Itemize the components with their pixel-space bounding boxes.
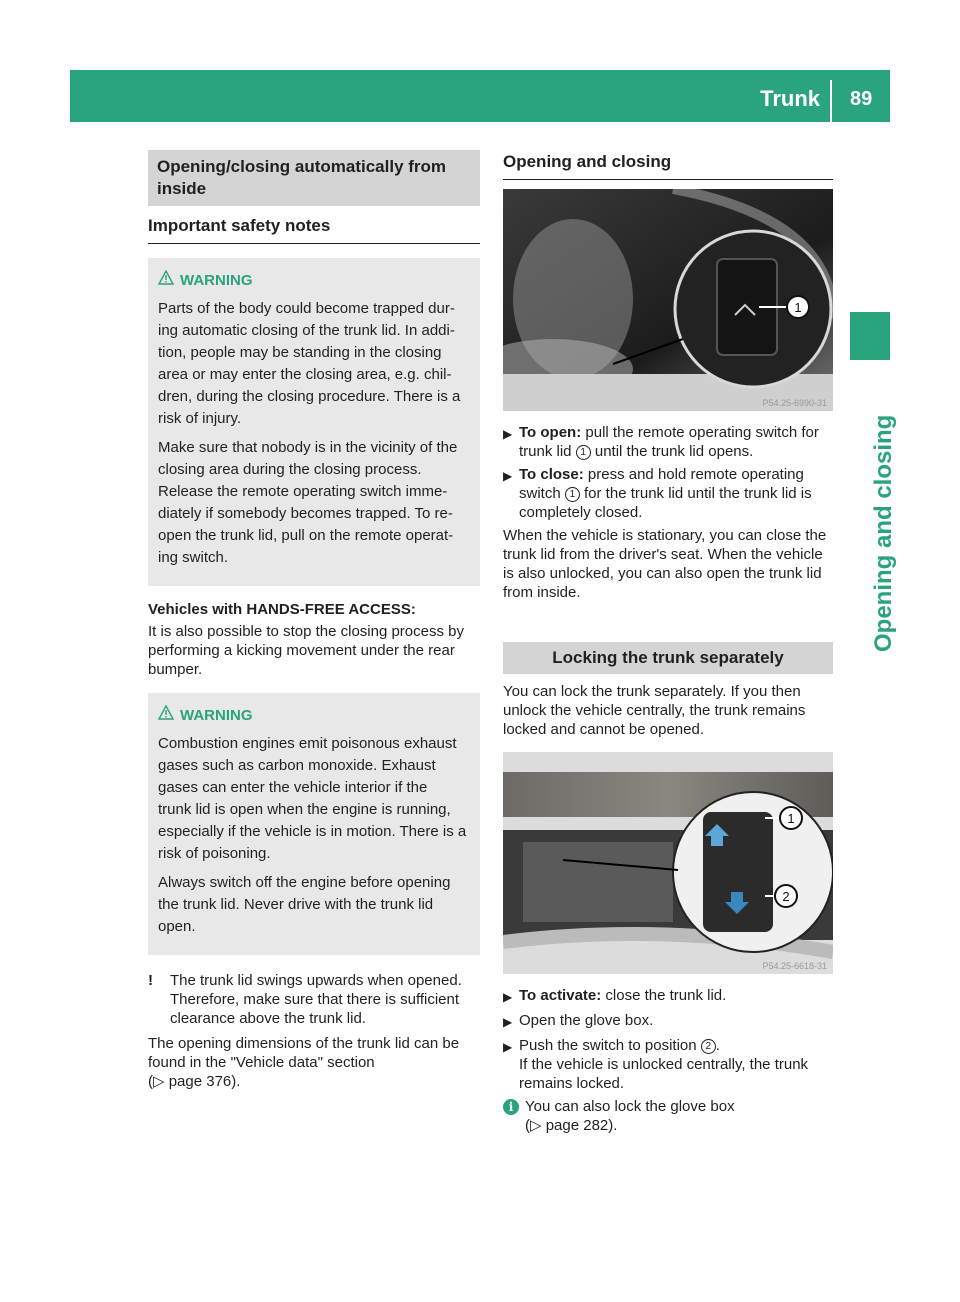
stationary-paragraph: When the vehicle is stationary, you can close the trunk lid from the driver's seat. When the vehicle is also unlocked, you can also open the trunk lid from inside. xyxy=(503,527,827,601)
page-number: 89 xyxy=(850,88,873,110)
step-arrow-icon: ▶ xyxy=(503,1040,513,1054)
photo-callout-1: 1 xyxy=(794,300,802,315)
header-divider xyxy=(830,80,832,122)
exclamation-icon: ! xyxy=(148,972,153,989)
warning-box-trapping xyxy=(148,258,480,586)
locking-section-title: Locking the trunk separately xyxy=(503,642,833,674)
step-open: ▶ To open: pull the remote operating switch for trunk lid 1 until the trunk lid opens. xyxy=(503,424,819,460)
warning-title xyxy=(158,705,470,727)
door-switch-photo xyxy=(503,189,833,411)
warning-paragraph: Combustion engines emit poisonous exhaust gases such as carbon monoxide. Exhaust gases can enter the vehicle interior if the trunk lid is open when the engine is running, especially if the vehicle is in motion. There is a risk of poisoning. xyxy=(158,735,467,862)
section-title xyxy=(148,150,480,206)
warning-paragraph: Always switch off the engine before opening the trunk lid. Never drive with the trunk lid open. xyxy=(158,874,451,935)
side-tab-marker xyxy=(850,312,890,360)
step-arrow-icon: ▶ xyxy=(503,427,513,441)
warning-title-text: WARNING xyxy=(180,272,253,289)
warning-triangle-icon xyxy=(158,270,180,292)
caution-note-text: The trunk lid swings upwards when opened. Therefore, make sure that there is sufficient clearance above the trunk lid. xyxy=(170,972,462,1027)
callout-2-icon: 2 xyxy=(701,1039,716,1054)
handsfree-block xyxy=(148,600,480,679)
glovebox-switch-photo xyxy=(503,752,833,974)
warning-title xyxy=(158,270,470,292)
handsfree-heading: Vehicles with HANDS-FREE ACCESS: xyxy=(148,601,416,618)
caution-note xyxy=(148,971,480,1028)
photo-caption: P54.25-6618-31 xyxy=(762,961,827,971)
step-activate: ▶ To activate: close the trunk lid. xyxy=(503,986,833,1007)
page-reference-link[interactable]: (▷ page 376). xyxy=(148,1073,241,1090)
step-arrow-icon: ▶ xyxy=(503,469,513,483)
step-push-switch: ▶ Push the switch to position 2 . If the vehicle is unlocked centrally, the trunk remains locked. xyxy=(503,1037,809,1092)
handsfree-text: It is also possible to stop the closing process by performing a kicking movement under the rear bumper. xyxy=(148,623,464,678)
side-tab-label-box xyxy=(848,372,897,652)
section-title-line1: Opening/closing automatically from xyxy=(157,157,447,176)
left-column xyxy=(148,150,480,1091)
info-icon: i xyxy=(503,1099,519,1115)
step-arrow-icon: ▶ xyxy=(503,990,513,1004)
section-title-line2: inside xyxy=(157,179,207,198)
photo-caption: P54.25-6990-31 xyxy=(762,398,827,408)
header-bar xyxy=(70,70,890,122)
callout-1-icon: 1 xyxy=(576,445,591,460)
warning-paragraph: Parts of the body could become trapped dur- ing automatic closing of the trunk lid. In addi- tion, people may be standing in the closing area or may enter the closing area, e.g. chil- dren, during the closing procedure. There is a risk of injury. xyxy=(158,300,461,427)
step-arrow-icon: ▶ xyxy=(503,1015,513,1029)
warning-title-text: WARNING xyxy=(180,707,253,724)
photo-callout-2: 2 xyxy=(782,889,790,904)
photo-callout-1: 1 xyxy=(787,811,795,826)
locking-paragraph: You can lock the trunk separately. If you then unlock the vehicle centrally, the trunk remains locked and cannot be opened. xyxy=(503,683,806,738)
step-open-glovebox: ▶ Open the glove box. xyxy=(503,1011,833,1032)
right-column xyxy=(503,150,833,1135)
info-note: i You can also lock the glove box (▷ page 282). xyxy=(503,1097,833,1135)
warning-box-exhaust xyxy=(148,693,480,955)
callout-1-icon: 1 xyxy=(565,487,580,502)
step-close: ▶ To close: press and hold remote operating switch 1 for the trunk lid until the trunk lid is completely closed. xyxy=(503,466,812,521)
dimensions-paragraph: The opening dimensions of the trunk lid can be found in the "Vehicle data" section (▷ page 376). xyxy=(148,1035,460,1090)
side-tab-label: Opening and closing xyxy=(870,414,897,652)
chapter-title: Trunk xyxy=(760,86,820,111)
opening-closing-title: Opening and closing xyxy=(503,152,833,180)
locking-steps xyxy=(503,986,833,1093)
opening-steps xyxy=(503,423,833,522)
subsection-title: Important safety notes xyxy=(148,216,480,244)
warning-triangle-icon xyxy=(158,705,180,727)
warning-paragraph: Make sure that nobody is in the vicinity of the closing area during the closing process. Release the remote operating switch imme- diately if somebody becomes trapped. To re- open the trunk lid, pull on the remote operat- ing switch. xyxy=(158,439,458,566)
page-reference-link[interactable]: (▷ page 282). xyxy=(525,1117,618,1134)
